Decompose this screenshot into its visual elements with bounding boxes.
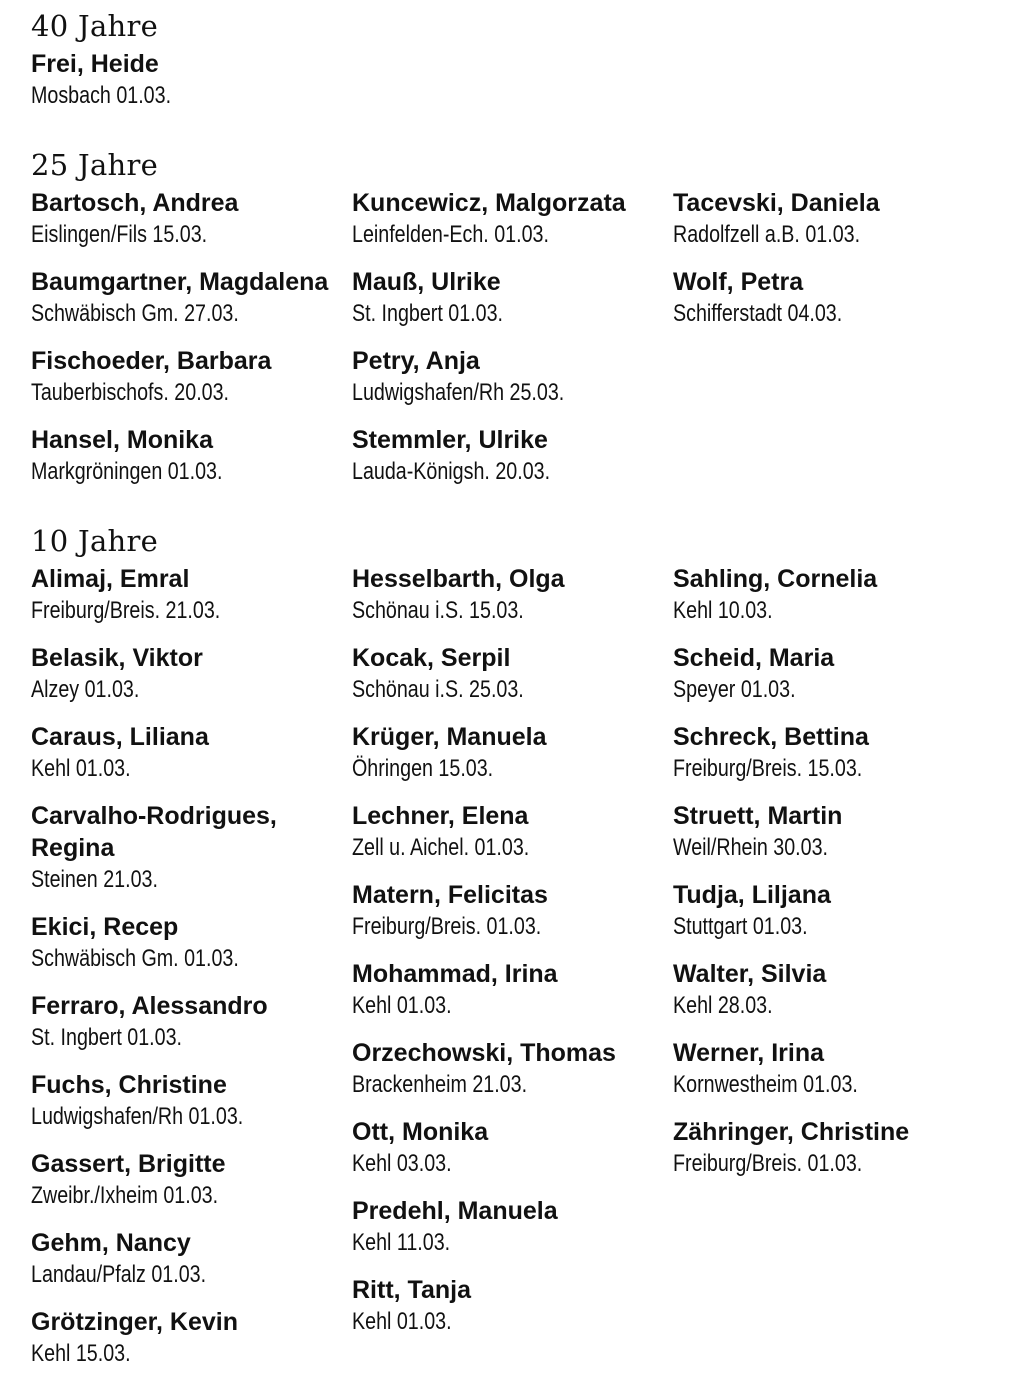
list-item bbox=[31, 563, 351, 626]
section-title: 40 Jahre bbox=[31, 9, 159, 43]
list-item bbox=[673, 642, 993, 705]
list-item bbox=[352, 1037, 672, 1100]
list-item bbox=[31, 721, 351, 784]
list-item bbox=[31, 1148, 351, 1211]
list-item bbox=[31, 1306, 351, 1369]
person-name: Kuncewicz, Malgorzata bbox=[352, 189, 626, 217]
place-date: Schönau i.S. 15.03. bbox=[352, 597, 524, 624]
place-date: Lauda-Königsh. 20.03. bbox=[352, 458, 551, 485]
place-date: Schönau i.S. 25.03. bbox=[352, 676, 524, 703]
place-date: Kehl 01.03. bbox=[31, 755, 131, 782]
person-name: Werner, Irina bbox=[673, 1039, 824, 1067]
list-item bbox=[352, 1116, 672, 1179]
list-item bbox=[673, 800, 993, 863]
person-name: Alimaj, Emral bbox=[31, 565, 190, 593]
list-item bbox=[352, 800, 672, 863]
place-date: St. Ingbert 01.03. bbox=[352, 300, 503, 327]
place-date: Markgröningen 01.03. bbox=[31, 458, 223, 485]
place-date: Leinfelden-Ech. 01.03. bbox=[352, 221, 549, 248]
person-name: Ekici, Recep bbox=[31, 913, 179, 941]
list-item bbox=[673, 1116, 993, 1179]
list-item bbox=[31, 990, 351, 1053]
place-date: Landau/Pfalz 01.03. bbox=[31, 1261, 207, 1288]
person-name: Bartosch, Andrea bbox=[31, 189, 239, 217]
list-item bbox=[352, 879, 672, 942]
person-name: Petry, Anja bbox=[352, 347, 480, 375]
person-name: Kocak, Serpil bbox=[352, 644, 511, 672]
column bbox=[352, 187, 672, 503]
person-name: Ferraro, Alessandro bbox=[31, 992, 268, 1020]
list-item bbox=[352, 563, 672, 626]
person-name: Orzechowski, Thomas bbox=[352, 1039, 616, 1067]
person-name: Schreck, Bettina bbox=[673, 723, 869, 751]
list-item bbox=[31, 424, 351, 487]
place-date: Öhringen 15.03. bbox=[352, 755, 494, 782]
list-item bbox=[31, 345, 351, 408]
list-item bbox=[352, 424, 672, 487]
place-date: Schifferstadt 04.03. bbox=[673, 300, 843, 327]
person-name: Gassert, Brigitte bbox=[31, 1150, 226, 1178]
place-date: Tauberbischofs. 20.03. bbox=[31, 379, 230, 406]
person-name: Tudja, Liljana bbox=[673, 881, 831, 909]
place-date: Eislingen/Fils 15.03. bbox=[31, 221, 208, 248]
list-item bbox=[31, 642, 351, 705]
person-name: Predehl, Manuela bbox=[352, 1197, 558, 1225]
list-item bbox=[673, 563, 993, 626]
person-name: Carvalho-Rodrigues, Regina bbox=[31, 802, 277, 862]
person-name: Caraus, Liliana bbox=[31, 723, 209, 751]
list-item bbox=[352, 345, 672, 408]
place-date: Kehl 01.03. bbox=[352, 1308, 452, 1335]
person-name: Zähringer, Christine bbox=[673, 1118, 910, 1146]
place-date: Kehl 11.03. bbox=[352, 1229, 451, 1256]
person-name: Tacevski, Daniela bbox=[673, 189, 880, 217]
person-name: Sahling, Cornelia bbox=[673, 565, 878, 593]
place-date: Kehl 03.03. bbox=[352, 1150, 452, 1177]
place-date: Brackenheim 21.03. bbox=[352, 1071, 528, 1098]
section bbox=[31, 524, 991, 1367]
place-date: Freiburg/Breis. 15.03. bbox=[673, 755, 863, 782]
place-date: Ludwigshafen/Rh 01.03. bbox=[31, 1103, 244, 1130]
person-name: Mauß, Ulrike bbox=[352, 268, 501, 296]
section-title: 25 Jahre bbox=[31, 148, 159, 182]
place-date: Kehl 10.03. bbox=[673, 597, 773, 624]
column bbox=[673, 187, 993, 345]
list-item bbox=[352, 1274, 672, 1337]
person-name: Wolf, Petra bbox=[673, 268, 804, 296]
place-date: Ludwigshafen/Rh 25.03. bbox=[352, 379, 565, 406]
list-item bbox=[352, 642, 672, 705]
place-date: Schwäbisch Gm. 27.03. bbox=[31, 300, 239, 327]
list-item bbox=[31, 266, 351, 329]
place-date: Weil/Rhein 30.03. bbox=[673, 834, 828, 861]
person-name: Scheid, Maria bbox=[673, 644, 835, 672]
place-date: Kehl 15.03. bbox=[31, 1340, 131, 1367]
place-date: Steinen 21.03. bbox=[31, 866, 158, 893]
person-name: Hansel, Monika bbox=[31, 426, 213, 454]
place-date: Alzey 01.03. bbox=[31, 676, 140, 703]
section bbox=[31, 9, 991, 109]
person-name: Mohammad, Irina bbox=[352, 960, 558, 988]
person-name: Belasik, Viktor bbox=[31, 644, 203, 672]
person-name: Baumgartner, Magdalena bbox=[31, 268, 329, 296]
list-item bbox=[673, 879, 993, 942]
section bbox=[31, 148, 991, 485]
person-name: Struett, Martin bbox=[673, 802, 843, 830]
list-item bbox=[31, 1069, 351, 1132]
list-item bbox=[673, 1037, 993, 1100]
place-date: Freiburg/Breis. 01.03. bbox=[352, 913, 542, 940]
place-date: Mosbach 01.03. bbox=[31, 82, 172, 109]
list-item bbox=[31, 1227, 351, 1290]
column bbox=[352, 563, 672, 1353]
person-name: Matern, Felicitas bbox=[352, 881, 548, 909]
place-date: Freiburg/Breis. 01.03. bbox=[673, 1150, 863, 1177]
person-name: Lechner, Elena bbox=[352, 802, 529, 830]
column bbox=[31, 48, 351, 127]
list-item bbox=[352, 266, 672, 329]
place-date: Stuttgart 01.03. bbox=[673, 913, 808, 940]
place-date: Zell u. Aichel. 01.03. bbox=[352, 834, 530, 861]
column bbox=[31, 187, 351, 503]
list-item bbox=[352, 958, 672, 1021]
person-name: Krüger, Manuela bbox=[352, 723, 547, 751]
list-item bbox=[31, 800, 351, 895]
place-date: Kehl 01.03. bbox=[352, 992, 452, 1019]
column bbox=[673, 563, 993, 1195]
person-name: Walter, Silvia bbox=[673, 960, 827, 988]
column bbox=[31, 563, 351, 1385]
list-item bbox=[352, 1195, 672, 1258]
list-item bbox=[31, 48, 351, 111]
person-name: Grötzinger, Kevin bbox=[31, 1308, 238, 1336]
place-date: Zweibr./Ixheim 01.03. bbox=[31, 1182, 219, 1209]
person-name: Ritt, Tanja bbox=[352, 1276, 471, 1304]
list-item bbox=[352, 187, 672, 250]
list-item bbox=[31, 187, 351, 250]
list-item bbox=[673, 958, 993, 1021]
place-date: Schwäbisch Gm. 01.03. bbox=[31, 945, 239, 972]
place-date: St. Ingbert 01.03. bbox=[31, 1024, 182, 1051]
person-name: Fischoeder, Barbara bbox=[31, 347, 272, 375]
person-name: Hesselbarth, Olga bbox=[352, 565, 565, 593]
place-date: Kehl 28.03. bbox=[673, 992, 773, 1019]
person-name: Frei, Heide bbox=[31, 50, 159, 78]
section-title: 10 Jahre bbox=[31, 524, 159, 558]
place-date: Kornwestheim 01.03. bbox=[673, 1071, 858, 1098]
person-name: Ott, Monika bbox=[352, 1118, 489, 1146]
place-date: Radolfzell a.B. 01.03. bbox=[673, 221, 861, 248]
list-item bbox=[673, 266, 993, 329]
list-item bbox=[673, 721, 993, 784]
place-date: Speyer 01.03. bbox=[673, 676, 796, 703]
list-item bbox=[31, 911, 351, 974]
list-item bbox=[673, 187, 993, 250]
place-date: Freiburg/Breis. 21.03. bbox=[31, 597, 221, 624]
person-name: Gehm, Nancy bbox=[31, 1229, 191, 1257]
person-name: Fuchs, Christine bbox=[31, 1071, 227, 1099]
person-name: Stemmler, Ulrike bbox=[352, 426, 548, 454]
list-item bbox=[352, 721, 672, 784]
